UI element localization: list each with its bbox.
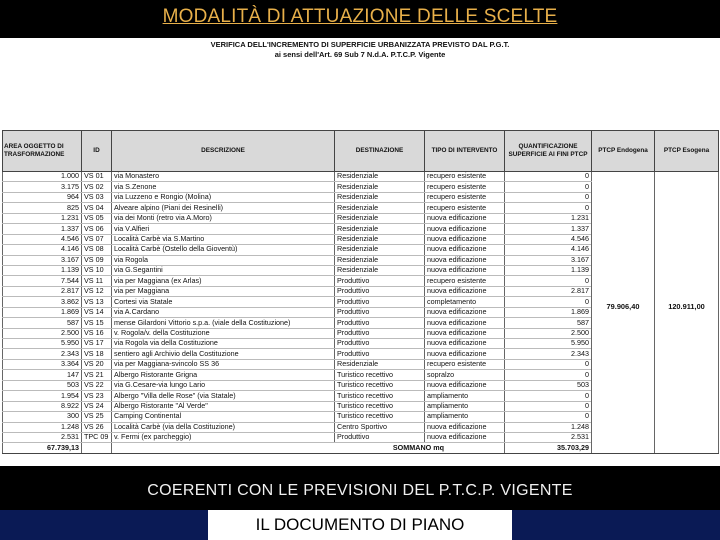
cell-quant: 1.231 <box>505 213 592 223</box>
cell-destinazione: Turistico recettivo <box>335 391 425 401</box>
cell-quant: 0 <box>505 182 592 192</box>
cell-area: 2.531 <box>3 432 82 442</box>
cell-area: 964 <box>3 192 82 202</box>
cell-descrizione: v. Fermi (ex parcheggio) <box>112 432 335 442</box>
cell-tipo: nuova edificazione <box>425 318 505 328</box>
cell-tipo: sopralzo <box>425 370 505 380</box>
total-empty-endogena <box>592 443 655 453</box>
footer-bar <box>0 510 720 540</box>
cell-area: 1.248 <box>3 422 82 432</box>
cell-id: VS 26 <box>82 422 112 432</box>
cell-id: VS 03 <box>82 192 112 202</box>
cell-quant: 0 <box>505 276 592 286</box>
cell-tipo: nuova edificazione <box>425 255 505 265</box>
cell-area: 503 <box>3 380 82 390</box>
cell-area: 7.544 <box>3 276 82 286</box>
cell-destinazione: Produttivo <box>335 318 425 328</box>
cell-id: VS 15 <box>82 318 112 328</box>
cell-tipo: nuova edificazione <box>425 265 505 275</box>
cell-tipo: nuova edificazione <box>425 328 505 338</box>
cell-area: 3.167 <box>3 255 82 265</box>
col-header-endogena: PTCP Endogena <box>592 131 655 172</box>
cell-destinazione: Produttivo <box>335 432 425 442</box>
cell-quant: 587 <box>505 318 592 328</box>
cell-destinazione: Produttivo <box>335 307 425 317</box>
cell-tipo: ampliamento <box>425 412 505 422</box>
cell-descrizione: Località Carbè via S.Martino <box>112 234 335 244</box>
cell-descrizione: via G.Segantini <box>112 265 335 275</box>
cell-id: VS 17 <box>82 339 112 349</box>
col-header-area: AREA OGGETTO DI TRASFORMAZIONE <box>3 131 82 172</box>
cell-destinazione: Residenziale <box>335 182 425 192</box>
col-header-tipo: TIPO DI INTERVENTO <box>425 131 505 172</box>
cell-quant: 503 <box>505 380 592 390</box>
cell-area: 4.146 <box>3 245 82 255</box>
cell-area: 3.364 <box>3 359 82 369</box>
col-header-destinazione: DESTINAZIONE <box>335 131 425 172</box>
cell-quant: 5.950 <box>505 339 592 349</box>
table-header-row <box>3 131 719 172</box>
cell-area: 1.337 <box>3 224 82 234</box>
cell-quant: 1.139 <box>505 265 592 275</box>
slide-title: MODALITÀ DI ATTUAZIONE DELLE SCELTE <box>162 6 558 27</box>
cell-area: 1.000 <box>3 172 82 182</box>
cell-tipo: completamento <box>425 297 505 307</box>
cell-id: VS 14 <box>82 307 112 317</box>
cell-id: VS 16 <box>82 328 112 338</box>
cell-quant: 2.817 <box>505 286 592 296</box>
col-header-id: ID <box>82 131 112 172</box>
cell-destinazione: Residenziale <box>335 203 425 213</box>
ptcp-esogena-value: 120.911,00 <box>655 172 719 443</box>
cell-quant: 0 <box>505 391 592 401</box>
cell-destinazione: Residenziale <box>335 172 425 182</box>
cell-area: 587 <box>3 318 82 328</box>
cell-quant: 0 <box>505 172 592 182</box>
cell-tipo: nuova edificazione <box>425 245 505 255</box>
heading-line-2: ai sensi dell'Art. 69 Sub 7 N.d.A. P.T.C.P. Vigente <box>274 50 446 59</box>
cell-tipo: nuova edificazione <box>425 380 505 390</box>
total-empty-id <box>82 443 112 453</box>
total-quant: 35.703,29 <box>505 443 592 453</box>
cell-destinazione: Turistico recettivo <box>335 380 425 390</box>
cell-tipo: nuova edificazione <box>425 286 505 296</box>
cell-id: VS 07 <box>82 234 112 244</box>
cell-area: 1.869 <box>3 307 82 317</box>
cell-descrizione: Albergo Ristorante Grigna <box>112 370 335 380</box>
cell-destinazione: Turistico recettivo <box>335 370 425 380</box>
cell-id: VS 06 <box>82 224 112 234</box>
cell-quant: 0 <box>505 192 592 202</box>
cell-tipo: recupero esistente <box>425 359 505 369</box>
cell-descrizione: via per Maggiana <box>112 286 335 296</box>
cell-destinazione: Produttivo <box>335 276 425 286</box>
cell-destinazione: Centro Sportivo <box>335 422 425 432</box>
cell-descrizione: via Monastero <box>112 172 335 182</box>
cell-quant: 2.500 <box>505 328 592 338</box>
cell-descrizione: Alveare alpino (Piani dei Resinelli) <box>112 203 335 213</box>
cell-area: 2.817 <box>3 286 82 296</box>
cell-id: VS 12 <box>82 286 112 296</box>
cell-descrizione: via per Maggiana (ex Arlas) <box>112 276 335 286</box>
cell-tipo: nuova edificazione <box>425 213 505 223</box>
cell-id: VS 10 <box>82 265 112 275</box>
table-container <box>2 130 718 454</box>
cell-descrizione: via per Maggiana-svincolo SS 36 <box>112 359 335 369</box>
cell-descrizione: via A.Cardano <box>112 307 335 317</box>
cell-descrizione: via Rogola via della Costituzione <box>112 339 335 349</box>
cell-id: VS 25 <box>82 412 112 422</box>
cell-destinazione: Residenziale <box>335 192 425 202</box>
cell-id: VS 20 <box>82 359 112 369</box>
cell-tipo: nuova edificazione <box>425 349 505 359</box>
cell-area: 300 <box>3 412 82 422</box>
cell-area: 2.500 <box>3 328 82 338</box>
cell-quant: 3.167 <box>505 255 592 265</box>
cell-area: 5.950 <box>3 339 82 349</box>
col-header-quantificazione: QUANTIFICAZIONE SUPERFICIE AI FINI PTCP <box>505 131 592 172</box>
cell-area: 1.231 <box>3 213 82 223</box>
cell-id: VS 08 <box>82 245 112 255</box>
cell-descrizione: via G.Cesare-via lungo Lario <box>112 380 335 390</box>
cell-descrizione: via S.Zenone <box>112 182 335 192</box>
footer-label: IL DOCUMENTO DI PIANO <box>208 510 512 540</box>
cell-destinazione: Residenziale <box>335 245 425 255</box>
cell-quant: 0 <box>505 412 592 422</box>
cell-tipo: nuova edificazione <box>425 339 505 349</box>
cell-tipo: recupero esistente <box>425 203 505 213</box>
cell-quant: 0 <box>505 297 592 307</box>
cell-quant: 0 <box>505 203 592 213</box>
cell-id: VS 24 <box>82 401 112 411</box>
cell-id: VS 02 <box>82 182 112 192</box>
cell-quant: 1.337 <box>505 224 592 234</box>
total-empty-esogena <box>655 443 719 453</box>
cell-quant: 4.146 <box>505 245 592 255</box>
cell-descrizione: mense Gilardoni Vittorio s.p.a. (viale della Costituzione) <box>112 318 335 328</box>
cell-descrizione: Camping Continental <box>112 412 335 422</box>
cell-destinazione: Residenziale <box>335 213 425 223</box>
cell-destinazione: Residenziale <box>335 359 425 369</box>
cell-area: 1.139 <box>3 265 82 275</box>
cell-descrizione: v. Rogola/v. della Costituzione <box>112 328 335 338</box>
document-page <box>0 38 720 466</box>
cell-area: 147 <box>3 370 82 380</box>
cell-id: VS 11 <box>82 276 112 286</box>
cell-id: VS 13 <box>82 297 112 307</box>
caption-text: COERENTI CON LE PREVISIONI DEL P.T.C.P. VIGENTE <box>147 482 573 499</box>
col-header-esogena: PTCP Esogena <box>655 131 719 172</box>
cell-id: VS 04 <box>82 203 112 213</box>
total-area: 67.739,13 <box>3 443 82 453</box>
cell-descrizione: via Luzzeno e Rongio (Molina) <box>112 192 335 202</box>
cell-tipo: nuova edificazione <box>425 432 505 442</box>
cell-descrizione: sentiero agli Archivio della Costituzione <box>112 349 335 359</box>
cell-tipo: ampliamento <box>425 401 505 411</box>
cell-destinazione: Residenziale <box>335 224 425 234</box>
ptcp-endogena-value: 79.906,40 <box>592 172 655 443</box>
cell-destinazione: Produttivo <box>335 328 425 338</box>
cell-id: VS 05 <box>82 213 112 223</box>
table-row <box>3 172 719 182</box>
col-header-descrizione: DESCRIZIONE <box>112 131 335 172</box>
verification-table <box>2 130 719 454</box>
cell-tipo: nuova edificazione <box>425 422 505 432</box>
cell-descrizione: Albergo Ristorante "Al Verde" <box>112 401 335 411</box>
cell-id: VS 09 <box>82 255 112 265</box>
cell-destinazione: Produttivo <box>335 286 425 296</box>
table-body <box>3 172 719 454</box>
total-row <box>3 443 719 453</box>
cell-quant: 0 <box>505 401 592 411</box>
cell-area: 8.922 <box>3 401 82 411</box>
cell-tipo: ampliamento <box>425 391 505 401</box>
cell-tipo: recupero esistente <box>425 182 505 192</box>
cell-quant: 2.343 <box>505 349 592 359</box>
cell-descrizione: Località Carbè (Ostello della Gioventù) <box>112 245 335 255</box>
cell-descrizione: via dei Monti (retro via A.Moro) <box>112 213 335 223</box>
cell-area: 3.175 <box>3 182 82 192</box>
cell-area: 3.862 <box>3 297 82 307</box>
cell-tipo: recupero esistente <box>425 172 505 182</box>
cell-quant: 4.546 <box>505 234 592 244</box>
cell-destinazione: Residenziale <box>335 255 425 265</box>
cell-id: VS 22 <box>82 380 112 390</box>
cell-destinazione: Residenziale <box>335 265 425 275</box>
cell-descrizione: Albergo "Villa delle Rose" (via Statale) <box>112 391 335 401</box>
cell-descrizione: Cortesi via Statale <box>112 297 335 307</box>
cell-descrizione: via Rogola <box>112 255 335 265</box>
cell-quant: 1.248 <box>505 422 592 432</box>
total-label: SOMMANO mq <box>112 443 505 453</box>
cell-id: VS 01 <box>82 172 112 182</box>
cell-destinazione: Produttivo <box>335 339 425 349</box>
cell-id: VS 21 <box>82 370 112 380</box>
cell-area: 2.343 <box>3 349 82 359</box>
cell-descrizione: via V.Alfieri <box>112 224 335 234</box>
cell-area: 825 <box>3 203 82 213</box>
heading-line-1: VERIFICA DELL'INCREMENTO DI SUPERFICIE URBANIZZATA PREVISTO DAL P.G.T. <box>210 40 510 49</box>
cell-destinazione: Turistico recettivo <box>335 401 425 411</box>
cell-tipo: nuova edificazione <box>425 307 505 317</box>
cell-tipo: recupero esistente <box>425 276 505 286</box>
document-heading <box>0 40 720 60</box>
cell-destinazione: Turistico recettivo <box>335 412 425 422</box>
cell-area: 4.546 <box>3 234 82 244</box>
cell-quant: 1.869 <box>505 307 592 317</box>
cell-quant: 0 <box>505 370 592 380</box>
cell-id: VS 18 <box>82 349 112 359</box>
cell-area: 1.954 <box>3 391 82 401</box>
cell-descrizione: Località Carbè (via della Costituzione) <box>112 422 335 432</box>
cell-destinazione: Produttivo <box>335 349 425 359</box>
cell-quant: 0 <box>505 359 592 369</box>
cell-tipo: recupero esistente <box>425 192 505 202</box>
cell-destinazione: Residenziale <box>335 234 425 244</box>
cell-tipo: nuova edificazione <box>425 234 505 244</box>
cell-id: VS 23 <box>82 391 112 401</box>
cell-destinazione: Produttivo <box>335 297 425 307</box>
cell-quant: 2.531 <box>505 432 592 442</box>
cell-tipo: nuova edificazione <box>425 224 505 234</box>
cell-id: TPC 09 <box>82 432 112 442</box>
